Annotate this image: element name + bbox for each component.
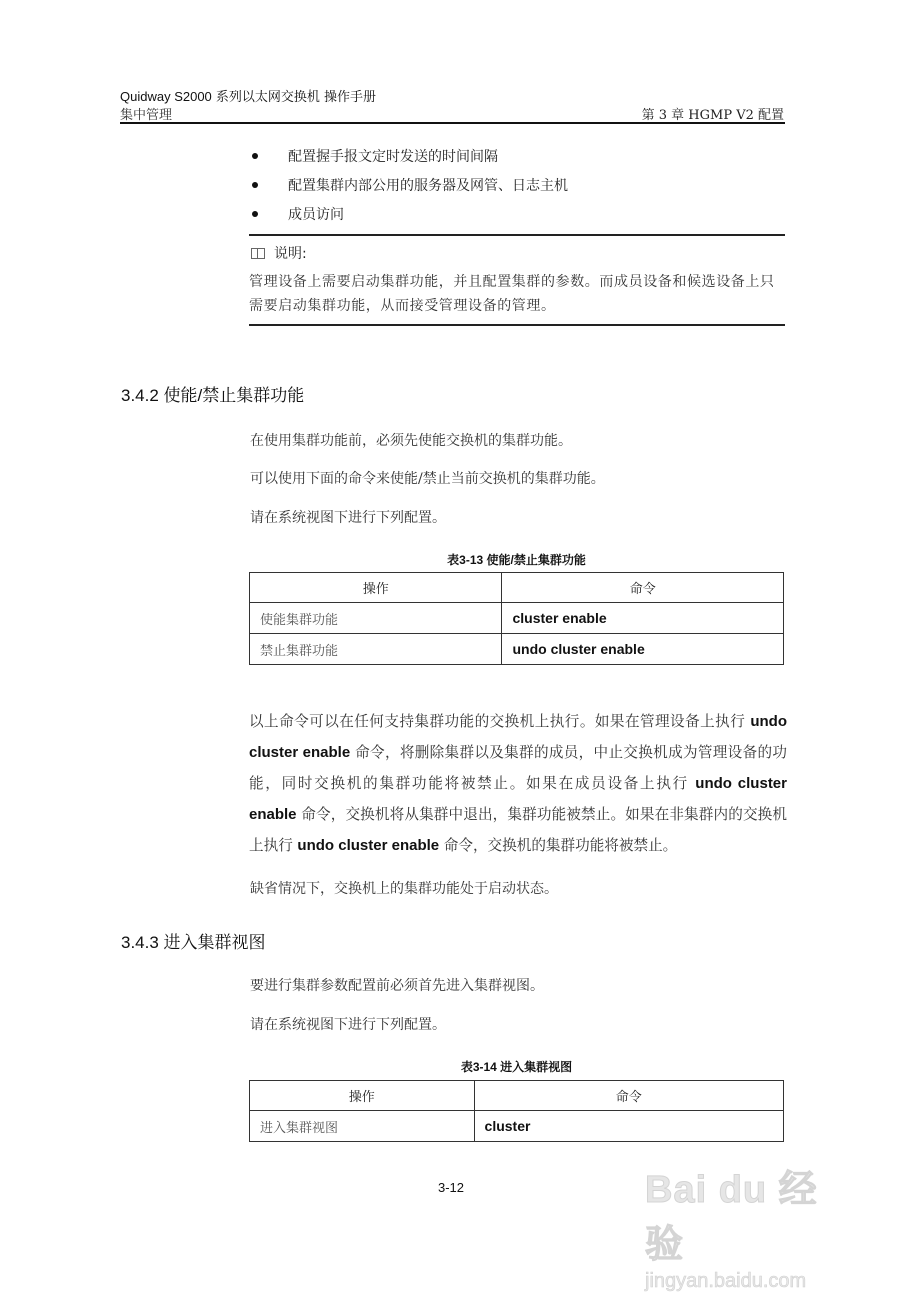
- command-cell: cluster: [474, 1111, 783, 1142]
- paragraph: 可以使用下面的命令来使能/禁止当前交换机的集群功能。: [250, 471, 605, 487]
- table-header-row: [250, 1081, 784, 1111]
- column-header-operation: 操作: [250, 573, 502, 603]
- note-top-divider: [249, 234, 785, 236]
- note-label: 说明:: [274, 246, 307, 262]
- bullet-item: [250, 175, 568, 195]
- inline-command: undo cluster enable: [249, 713, 787, 761]
- table-row: [250, 634, 784, 665]
- bullet-dot-icon: [252, 153, 258, 159]
- table-caption-3-13: 表3-13 使能/禁止集群功能: [447, 553, 586, 567]
- operation-cell: 进入集群视图: [250, 1111, 475, 1142]
- document-title-model: Quidway S2000: [120, 89, 212, 104]
- book-icon: [251, 248, 265, 259]
- text-run: 命令，交换机将从集群中退出，集群功能被禁止。如果在非集群内的交换机上执行: [249, 806, 787, 854]
- page-number: 3-12: [438, 1180, 465, 1195]
- bullet-dot-icon: [252, 211, 258, 217]
- header-section-name: 集中管理: [120, 108, 173, 123]
- default-state-paragraph: 缺省情况下，交换机上的集群功能处于启动状态。: [250, 881, 558, 897]
- operation-cell: 禁止集群功能: [250, 634, 502, 665]
- bullet-item: [250, 146, 498, 166]
- bullet-item: [250, 204, 344, 224]
- table-caption-3-14: 表3-14 进入集群视图: [460, 1060, 573, 1074]
- watermark-logo: Bai du 经验: [645, 1169, 818, 1266]
- bullet-text: 成员访问: [288, 207, 344, 223]
- bullet-dot-icon: [252, 182, 258, 188]
- table-3-13: [249, 572, 784, 665]
- document-title-text: 系列以太网交换机 操作手册: [211, 90, 377, 105]
- paragraph: 要进行集群参数配置前必须首先进入集群视图。: [250, 978, 544, 994]
- section-heading-3-4-3: 3.4.3 进入集群视图: [121, 933, 266, 952]
- note-body: 管理设备上需要启动集群功能，并且配置集群的参数。而成员设备和候选设备上只需要启动集群功能，从而接受管理设备的管理。: [249, 274, 775, 314]
- column-header-command: 命令: [474, 1081, 783, 1111]
- table-row: [250, 603, 784, 634]
- table-header-row: [250, 573, 784, 603]
- watermark-url: jingyan.baidu.com: [645, 1270, 807, 1292]
- inline-command: undo cluster enable: [297, 837, 440, 854]
- paragraph: 请在系统视图下进行下列配置。: [250, 510, 446, 526]
- section-heading-3-4-2: 3.4.2 使能/禁止集群功能: [121, 386, 305, 405]
- table-row: [250, 1111, 784, 1142]
- bullet-text: 配置集群内部公用的服务器及网管、日志主机: [288, 178, 568, 194]
- note-header: [251, 243, 307, 263]
- header-divider: [120, 122, 785, 124]
- bullet-text: 配置握手报文定时发送的时间间隔: [288, 149, 498, 165]
- text-run: 命令，交换机的集群功能将被禁止。: [439, 837, 678, 854]
- column-header-command: 命令: [502, 573, 784, 603]
- inline-command: undo cluster enable: [249, 775, 787, 823]
- column-header-operation: 操作: [250, 1081, 475, 1111]
- text-run: 以上命令可以在任何支持集群功能的交换机上执行。如果在管理设备上执行: [249, 713, 751, 730]
- header-chapter: 第 3 章 HGMP V2 配置: [641, 108, 784, 123]
- command-cell: cluster enable: [502, 603, 784, 634]
- command-cell: undo cluster enable: [502, 634, 784, 665]
- table-3-14: [249, 1080, 784, 1142]
- operation-cell: 使能集群功能: [250, 603, 502, 634]
- paragraph: 在使用集群功能前，必须先使能交换机的集群功能。: [250, 433, 572, 449]
- note-bottom-divider: [249, 324, 785, 326]
- paragraph: 请在系统视图下进行下列配置。: [250, 1017, 446, 1033]
- text-run: 命令，将删除集群以及集群的成员，中止交换机成为管理设备的功能，同时交换机的集群功能将被禁止。如果在成员设备上执行: [249, 744, 787, 792]
- baidu-watermark: [645, 1158, 845, 1293]
- document-title: [120, 86, 376, 105]
- explanation-paragraph: [249, 706, 787, 861]
